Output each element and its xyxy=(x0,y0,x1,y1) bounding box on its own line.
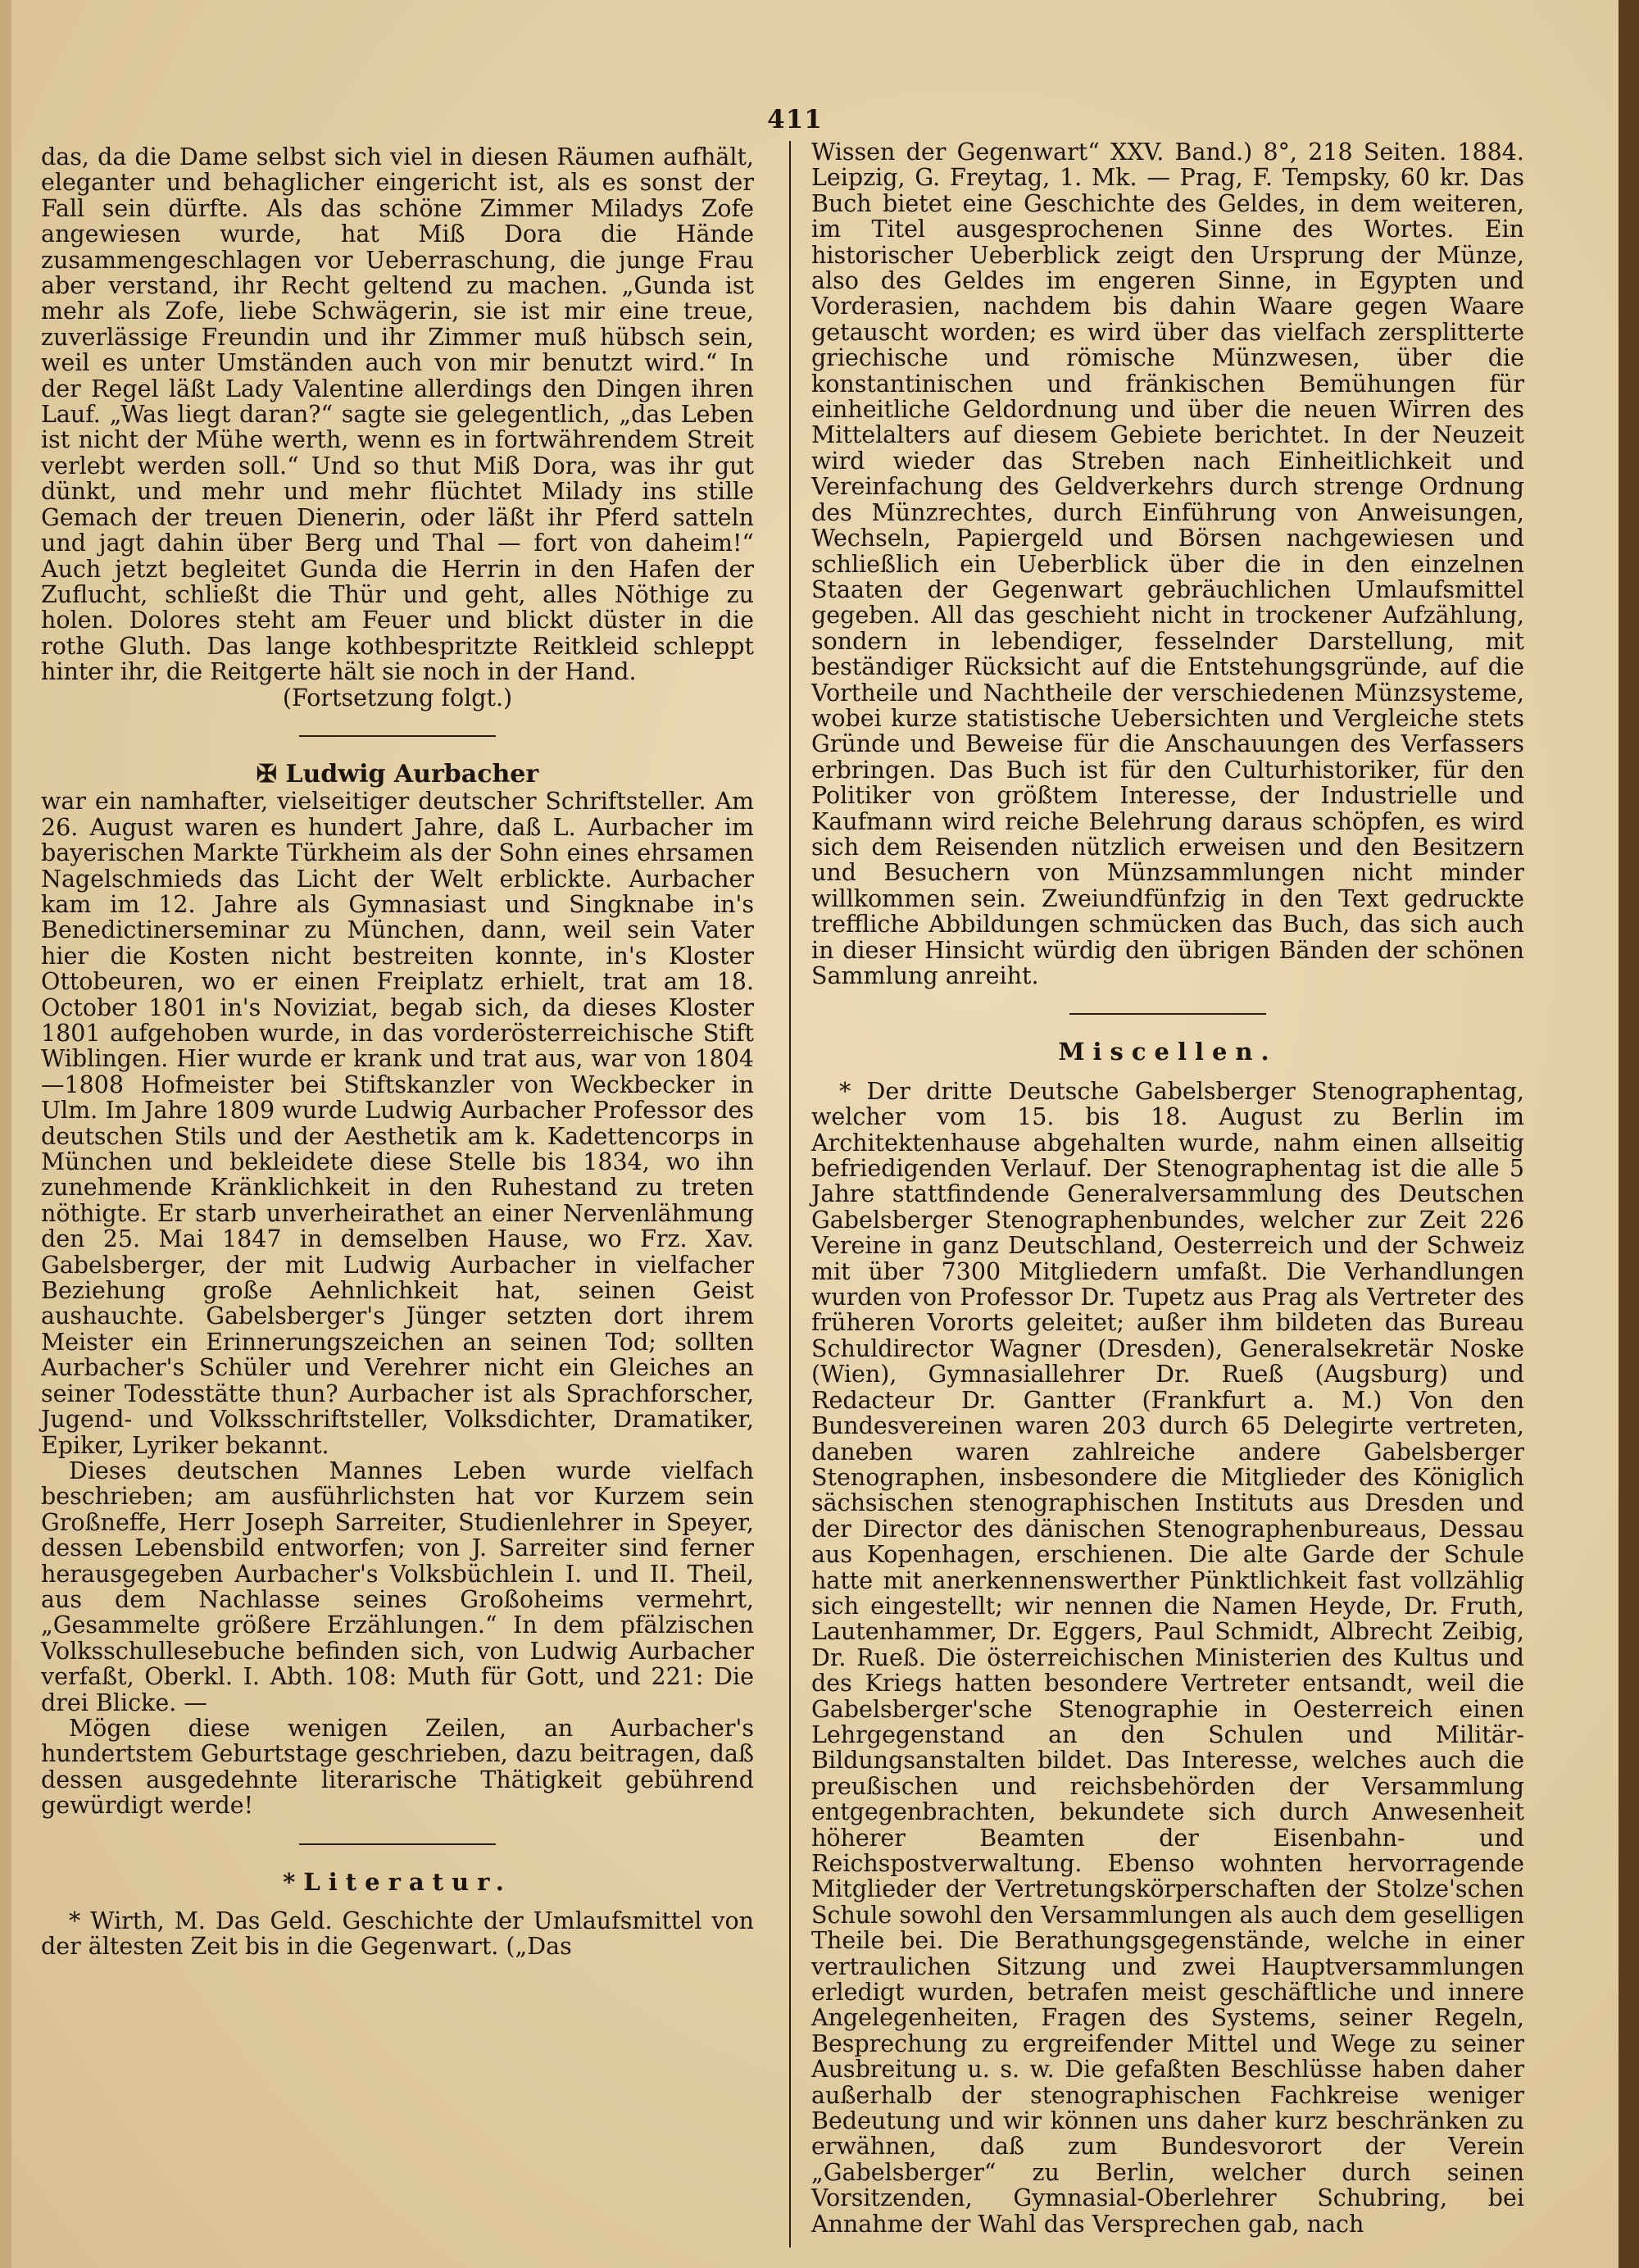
aurbacher-paragraph-2: Dieses deutschen Mannes Leben wurde vielfach beschrieben; am ausführlichsten hat vor Kurzem sein Großneffe, Herr Joseph Sarreiter, Studienlehrer in Speyer, dessen Lebensbild entworfen; von J. Sarreiter sind ferner herausgegeben Aurbacher's Volksbüchlein I. und II. Theil, aus dem Nachlasse seines Großoheims vermehrt, „Gesammelte größere Erzählungen.“ In dem pfälzischen Volksschullesebuche befinden sich, von Ludwig Aurbacher verfaßt, Oberkl. I. Abth. 108: Muth für Gott, und 221: Die drei Blicke. — xyxy=(41,1457,754,1716)
right-column xyxy=(811,139,1524,2237)
aurbacher-paragraph-3: Mögen diese wenigen Zeilen, an Aurbacher's hundertstem Geburtstage geschrieben, dazu beitragen, daß dessen ausgedehnte literarische Thätigkeit gebührend gewürdigt werde! xyxy=(41,1714,754,1820)
section-divider xyxy=(299,1843,496,1845)
section-divider xyxy=(1069,1013,1266,1015)
literatur-paragraph-start: * Wirth, M. Das Geld. Geschichte der Umlaufsmittel von der ältesten Zeit bis in die Gegenwart. („Das xyxy=(41,1907,754,1961)
miscellen-heading: Miscellen. xyxy=(1058,1038,1278,1066)
miscellen-paragraph: * Der dritte Deutsche Gabelsberger Stenographentag, welcher vom 15. bis 18. August zu Berlin im Architektenhause abgehalten wurde, nahm einen allseitig befriedigenden Verlauf. Der Stenographentag ist die alle 5 Jahre stattfindende Generalversammlung des Deutschen Gabelsberger Stenographenbundes, welcher zur Zeit 226 Vereine in ganz Deutschland, Oesterreich und der Schweiz mit über 7300 Mitgliedern umfaßt. Die Verhandlungen wurden von Professor Dr. Tupetz aus Prag als Vertreter des früheren Vororts geleitet; außer ihm bildeten das Bureau Schuldirector Wagner (Dresden), Generalsekretär Noske (Wien), Gymnasiallehrer Dr. Rueß (Augsburg) und Redacteur Dr. Gantter (Frankfurt a. M.) Von den Bundesvereinen waren 203 durch 65 Delegirte vertreten, daneben waren zahlreiche andere Gabelsberger Stenographen, insbesondere die Mitglieder des Königlich sächsischen stenographischen Instituts aus Dresden und der Director des dänischen Stenographenbureaus, Dessau aus Kopenhagen, erschienen. Die alte Garde der Schule hatte mit anerkennenswerther Pünktlichkeit fast vollzählig sich eingestellt; wir nennen die Namen Heyde, Dr. Fruth, Lautenhammer, Dr. Eggers, Paul Schmidt, Albrecht Zeibig, Dr. Rueß. Die österreichischen Ministerien des Kultus und des Kriegs hatten besondere Vertreter entsandt, weil die Gabelsberger'sche Stenographie in Oesterreich einen Lehrgegenstand an den Schulen und Militär-Bildungsanstalten bildet. Das Interesse, welches auch die preußischen und reichsbehörden der Versammlung entgegenbrachten, bekundete sich durch Anwesenheit höherer Beamten der Eisenbahn- und Reichspostverwaltung. Ebenso wohnten hervorragende Mitglieder der Vertretungskörperschaften der Stolze'schen Schule sowohl den Versammlungen als auch dem geselligen Theile bei. Die Berathungsgegenstände, welche in einer vertraulichen Sitzung und zwei Hauptversammlungen erledigt wurden, betrafen meist geschäftliche und innere Angelegenheiten, Fragen des Systems, seiner Regeln, Besprechung zu ergreifender Mittel und Wege zu seiner Ausbreitung u. s. w. Die gefaßten Beschlüsse haben daher außerhalb der stenographischen Fachkreise weniger Bedeutung und wir können uns daher kurz beschränken zu erwähnen, daß zum Bundesvorort der Verein „Gabelsberger“ zu Berlin, welcher durch seinen Vorsitzenden, Gymnasial-Oberlehrer Schubring, bei Annahme der Wahl das Versprechen gab, nach xyxy=(811,1077,1524,2238)
page-left-edge xyxy=(0,0,11,2268)
page-right-edge xyxy=(1619,0,1639,2268)
novel-continuation-text: das, da die Dame selbst sich viel in diesen Räumen aufhält, eleganter und behaglicher eingericht ist, als es sonst der Fall sein dürfte. Als das schöne Zimmer Miladys Zofe angewiesen wurde, hat Miß Dora die Hände zusammengeschlagen vor Ueberraschung, die junge Frau aber verstand, ihr Recht geltend zu machen. „Gunda ist mehr als Zofe, liebe Schwägerin, sie ist mir eine treue, zuverlässige Freundin und ihr Zimmer muß hübsch sein, weil es unter Umständen auch von mir benutzt wird.“ In der Regel läßt Lady Valentine allerdings den Dingen ihren Lauf. „Was liegt daran?“ sagte sie gelegentlich, „das Leben ist nicht der Mühe werth, wenn es in fortwährendem Streit verlebt werden soll.“ Und so thut Miß Dora, was ihr gut dünkt, und mehr und mehr flüchtet Milady ins stille Gemach der treuen Dienerin, oder läßt ihr Pferd satteln und jagt dahin über Berg und Thal — fort von daheim!“ Auch jetzt begleitet Gunda die Herrin in den Hafen der Zuflucht, schließt die Thür und geht, alles Nöthige zu holen. Dolores steht am Feuer und blickt düster in die rothe Gluth. Das lange kothbespritzte Reitkleid schleppt hinter ihr, die Reitgerte hält sie noch in der Hand. xyxy=(41,143,754,686)
column-divider xyxy=(789,141,791,2248)
section-divider xyxy=(299,735,496,737)
left-column xyxy=(41,144,754,1960)
literatur-heading: *Literatur. xyxy=(283,1867,512,1896)
aurbacher-title: ✠ Ludwig Aurbacher xyxy=(256,759,539,789)
literatur-paragraph-continued: Wissen der Gegenwart“ XXV. Band.) 8°, 218 Seiten. 1884. Leipzig, G. Freytag, 1. Mk. — Prag, F. Tempsky, 60 kr. Das Buch bietet eine Geschichte des Geldes, in dem weiteren, im Titel ausgesprochenen Sinne des Wortes. Ein historischer Ueberblick zeigt den Ursprung der Münze, also des Geldes im engeren Sinne, in Egypten und Vorderasien, nachdem bis dahin Waare gegen Waare getauscht worden; es wird über das vielfach zersplitterte griechische und römische Münzwesen, über die konstantinischen und fränkischen Bemühungen für einheitliche Geldordnung und über die neuen Wirren des Mittelalters auf diesem Gebiete berichtet. In der Neuzeit wird wieder das Streben nach Einheitlichkeit und Vereinfachung des Geldverkehrs durch strenge Ordnung des Münzrechtes, durch Einführung von Anweisungen, Wechseln, Papiergeld und Börsen nachgewiesen und schließlich ein Ueberblick über die in den einzelnen Staaten der Gegenwart gebräuchlichen Umlaufsmittel gegeben. All das geschieht nicht in trockener Aufzählung, sondern in lebendiger, fesselnder Darstellung, mit beständiger Rücksicht auf die Entstehungsgründe, auf die Vortheile und Nachtheile der verschiedenen Münzsysteme, wobei kurze statistische Uebersichten und Vergleiche stets Gründe und Beweise für die Anschauungen des Verfassers erbringen. Das Buch ist für den Culturhistoriker, für den Politiker von größtem Interesse, der Industrielle und Kaufmann wird reiche Belehrung daraus schöpfen, es wird sich dem Reisenden nützlich erweisen und den Besitzern und Besuchern von Münzsammlungen nicht minder willkommen sein. Zweiundfünfzig in den Text gedruckte treffliche Abbildungen schmücken das Buch, das sich auch in dieser Hinsicht würdig den übrigen Bänden der schönen Sammlung anreiht. xyxy=(811,139,1524,989)
continued-note: (Fortsetzung folgt.) xyxy=(282,684,513,711)
aurbacher-paragraph-1: war ein namhafter, vielseitiger deutscher Schriftsteller. Am 26. August waren es hundert Jahre, daß L. Aurbacher im bayerischen Markte Türkheim als der Sohn eines ehrsamen Nagelschmieds das Licht der Welt erblickte. Aurbacher kam im 12. Jahre als Gymnasiast und Singknabe in's Benedictinerseminar zu München, dann, weil sein Vater hier die Kosten nicht bestreiten konnte, in's Kloster Ottobeuren, wo er einen Freiplatz erhielt, trat am 18. October 1801 in's Noviziat, begab sich, da dieses Kloster 1801 aufgehoben wurde, in das vorderösterreichische Stift Wiblingen. Hier wurde er krank und trat aus, war von 1804—1808 Hofmeister bei Stiftskanzler von Weckbecker in Ulm. Im Jahre 1809 wurde Ludwig Aurbacher Professor des deutschen Stils und der Aesthetik am k. Kadettencorps in München und bekleidete diese Stelle bis 1834, wo ihn zunehmende Kränklichkeit in den Ruhestand zu treten nöthigte. Er starb unverheirathet an einer Nervenlähmung den 25. Mai 1847 in demselben Hause, wo Frz. Xav. Gabelsberger, der mit Ludwig Aurbacher in vielfacher Beziehung große Aehnlichkeit hat, seinen Geist aushauchte. Gabelsberger's Jünger setzten dort ihrem Meister ein Erinnerungszeichen an seinen Tod; sollten Aurbacher's Schüler und Verehrer nicht ein Gleiches an seiner Todesstätte thun? Aurbacher ist als Sprachforscher, Jugend- und Volksschriftsteller, Volksdichter, Dramatiker, Epiker, Lyriker bekannt. xyxy=(41,788,754,1459)
page-number: 411 xyxy=(767,105,823,134)
